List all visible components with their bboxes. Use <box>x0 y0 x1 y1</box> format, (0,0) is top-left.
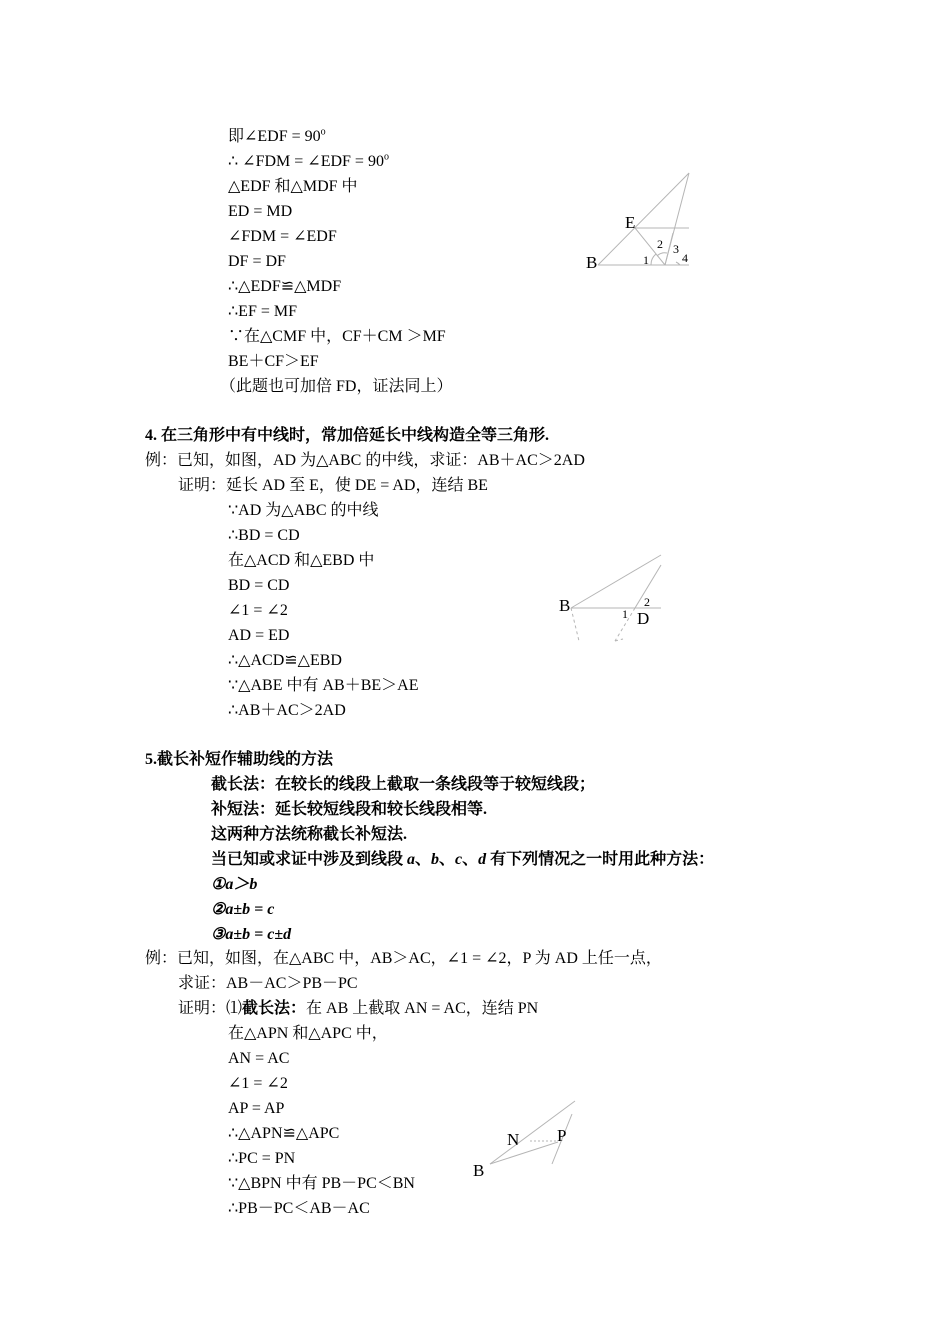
proof-intro: 证明：延长 AD 至 E，使 DE = AD，连结 BE <box>178 477 488 494</box>
proof-line: ∴EF = MF <box>228 303 297 320</box>
angle-label-4: 4 <box>682 251 688 265</box>
proof-line: ∵△ABE 中有 AB＋BE＞AE <box>228 677 419 694</box>
proof-line: AD = ED <box>228 627 290 644</box>
point-label-E: E <box>625 213 636 232</box>
example-statement: 例：已知，如图，在△ABC 中，AB＞AC，∠1 = ∠2，P 为 AD 上任一点， <box>145 950 662 967</box>
proof-line: ∴△ACD≌△EBD <box>228 652 342 669</box>
proof-line: DF = DF <box>228 253 286 270</box>
point-label-D: D <box>637 609 650 628</box>
proof-line: ∵AD 为△ABC 的中线 <box>228 502 379 519</box>
point-label-P: P <box>557 1126 567 1145</box>
proof-line: BE＋CF＞EF <box>228 353 319 370</box>
point-label-B: B <box>559 596 571 615</box>
proof-line: ∠1 = ∠2 <box>228 1075 288 1092</box>
example-statement: 例：已知，如图，AD 为△ABC 的中线，求证：AB＋AC＞2AD <box>145 452 585 469</box>
prove-statement: 求证：AB－AC＞PB－PC <box>178 975 358 992</box>
geometry-figure-3 <box>470 1098 590 1180</box>
proof-line: ∵在△CMF 中，CF＋CM ＞MF <box>228 328 446 345</box>
proof-line: ∴△EDF≌△MDF <box>228 278 342 295</box>
proof-line: 即∠EDF = $90^o$ <box>228 126 326 145</box>
proof-line: ED = MD <box>228 203 293 220</box>
proof-line: △EDF 和△MDF 中 <box>228 178 358 195</box>
point-label-B: B <box>473 1161 485 1180</box>
geometry-figure-1 <box>585 170 695 280</box>
geometry-figure-2 <box>557 553 667 643</box>
proof-line: BD = CD <box>228 577 290 594</box>
proof-line: ∠FDM = ∠EDF <box>228 228 337 245</box>
method-line: 这两种方法统称截长补短法. <box>211 826 408 843</box>
case-line: ③a±b = c±d <box>211 926 292 943</box>
proof-line: ∵△BPN 中有 PB－PC＜BN <box>228 1175 415 1192</box>
proof-intro: 证明：⑴截长法：在 AB 上截取 AN = AC，连结 PN <box>178 1000 539 1017</box>
case-line: ②a±b = c <box>211 901 275 918</box>
method-line: 截长法：在较长的线段上截取一条线段等于较短线段； <box>211 776 596 793</box>
angle-label-1: 1 <box>643 253 649 267</box>
proof-line: 在△APN 和△APC 中， <box>228 1025 388 1042</box>
proof-line: ∴PC = PN <box>228 1150 296 1167</box>
point-label-N: N <box>507 1130 520 1149</box>
proof-line: ∴BD = CD <box>228 527 300 544</box>
proof-line: ∠1 = ∠2 <box>228 602 288 619</box>
proof-line: ∴△APN≌△APC <box>228 1125 340 1142</box>
proof-line: AN = AC <box>228 1050 290 1067</box>
angle-label-3: 3 <box>673 242 679 256</box>
angle-label-2: 2 <box>657 237 663 251</box>
case-line: ①a＞b <box>211 876 258 893</box>
point-label-B: B <box>586 253 598 272</box>
section-heading-4: 4. 在三角形中有中线时，常加倍延长中线构造全等三角形. <box>145 427 550 444</box>
proof-note: （此题也可加倍 FD，证法同上） <box>220 378 453 395</box>
method-line: 补短法：延长较短线段和较长线段相等. <box>211 801 488 818</box>
angle-label-1: 1 <box>622 607 628 621</box>
proof-line: ∴AB＋AC＞2AD <box>228 702 346 719</box>
proof-line: ∴PB－PC＜AB－AC <box>228 1200 370 1217</box>
proof-line: 在△ACD 和△EBD 中 <box>228 552 375 569</box>
proof-line: AP = AP <box>228 1100 285 1117</box>
section-heading-5: 5.截长补短作辅助线的方法 <box>145 751 334 768</box>
condition-line: 当已知或求证中涉及到线段 a、b、c、d 有下列情况之一时用此种方法： <box>211 851 715 868</box>
angle-label-2: 2 <box>644 595 650 609</box>
proof-line: ∴ ∠FDM = ∠EDF = $90^o$ <box>228 151 389 170</box>
